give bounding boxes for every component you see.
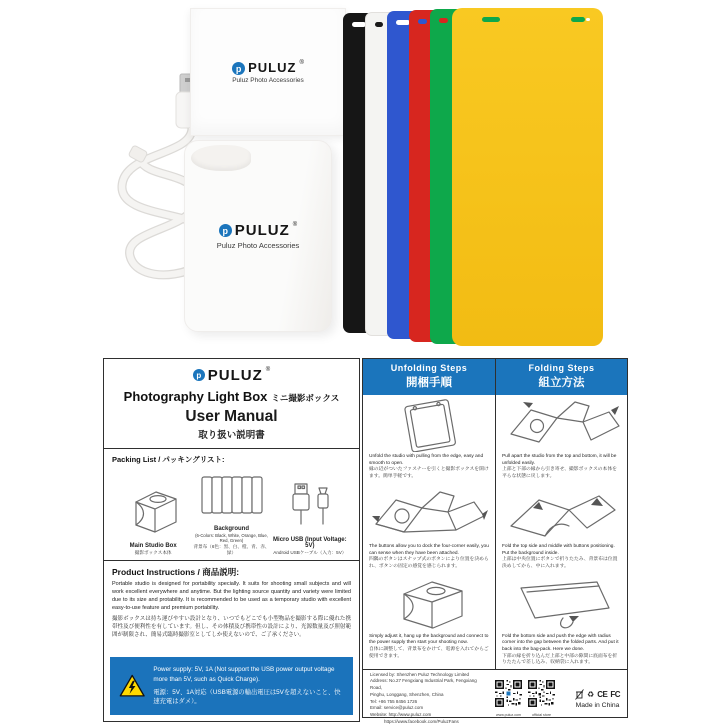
folding-column (495, 359, 627, 669)
manual-subtitle-jp: 取り扱い説明書 (198, 430, 265, 441)
sheet-footer (363, 669, 627, 725)
puluz-badge-icon: p (232, 62, 245, 75)
packing-list-section (104, 449, 359, 561)
fold-step-3: Fold the bottom side and push the edge with radius corner into the gap between the folded parts. And put it back into the bag-pack. Here we done. 下部の縁を折り込んだ上部と中部の隙間に底面布を折りたたんで差し込み、収納袋に入れます。 (496, 573, 627, 670)
weee-bin-icon (575, 689, 584, 700)
retail-box (190, 8, 346, 136)
brand-tagline: Puluz Photo Accessories (232, 77, 304, 84)
manual-title: Photography Light Box ミニ撮影ボックス (123, 389, 340, 404)
power-warning-text: Power supply: 5V, 1A (Not support the USB power output voltage more than 5V, such as Quick Charge). 電源：5V、1A対応（USB電源の輸出電圧は5Vを超えないこと、快速充電はダメ）。 (153, 666, 341, 706)
instructions-japanese: 撮影ボックスは持ち運びやすい設計となり、いつでもどこでも小型物品を撮影する際に優れた携帯性及び便利性を有しています。但し、その体積及び携帯性の設計により、光源数量及び照射範囲が制限され、簡易式臨時撮影室としてしか使えないので、ご了承ください。 (112, 615, 351, 638)
folding-header: Folding Steps 組立方法 (496, 359, 627, 395)
instructions-english: Portable studio is designed for portability specially. It suits for shooting small subjects and will work excellent everywhere and anytime. But the lighting source quantity and variety were limited due to its size and protability. It is recommended to be used as a temporary studio with excellent easy-to-use feature and premium portability. (112, 581, 351, 611)
usb-cable-icon (283, 480, 337, 530)
registered-mark: ® (292, 222, 298, 228)
packing-list-heading: Packing List / パッキングリスト: (112, 455, 225, 464)
fcc-mark: FC (610, 689, 620, 699)
made-in-china-label: Made in China (575, 701, 620, 709)
qr-code-website: www.puluz.com (495, 680, 522, 717)
registered-mark: ® (299, 60, 304, 66)
packing-item-studio-box: Main Studio Box 撮影ボックス本体 (114, 486, 192, 556)
backdrop-yellow (452, 8, 603, 346)
unfold-step2-diagram (370, 486, 488, 542)
electric-hazard-icon (119, 668, 145, 704)
recycle-icon: ♻ (587, 689, 595, 699)
unfolding-column (363, 359, 495, 669)
unfold-step3-diagram (370, 576, 488, 632)
brand-logo-text: PULUZ (234, 222, 290, 239)
unfolding-header: Unfolding Steps 開梱手順 (363, 359, 495, 395)
packing-item-background: Background (6-Colors: Black, White, Orange, Blue, Red, Green) 背景布（6色：黒、白、橙、青、赤、緑） (192, 469, 270, 556)
ce-mark: CE (597, 689, 608, 699)
puluz-badge-icon: p (193, 369, 205, 381)
brand-tagline: Puluz Photo Accessories (216, 241, 300, 250)
puluz-badge-icon: p (219, 224, 232, 237)
company-info: Licensed by: Shenzhen Puluz Technology Limited Address: No.27 Fengxiang Industrial Park, Fengxiang Road, Pinghu, Longgang, Shenzhen, China Tel: +86 755 8456 1726 Email: service@puluz.com Website: http://www.puluz.com https://www.facebook.com/PuluzFans (370, 671, 477, 724)
unfold-step1-diagram (370, 398, 488, 452)
fold-step-2: Fold the top side and middle with buttons positioning. Put the background inside. 上部は中央位置にボタンで折りたたみ、背景布は位置決めしてから、中に入れます。 (496, 483, 627, 573)
steps-instruction-sheet (362, 358, 628, 724)
certification-marks (575, 689, 620, 709)
product-instructions-heading: Product Instructions / 商品説明: (112, 567, 240, 577)
unfold-step-1: Unfold the studio with pulling from the edge, easy and smooth to open. 縁の辺がついたファスナーを引くと撮影ボックスを開けます。簡単手軽です。 (363, 395, 495, 483)
brand-logo-text: PULUZ (248, 60, 297, 75)
carry-pouch (184, 140, 332, 332)
studio-box-icon (122, 486, 184, 536)
unfold-step-3: Simply adjust it, hang up the background and connect to the power supply then start your shooting now. 自体に調整して、背景布をかけて、電源を入れてからご使用できます。 (363, 573, 495, 663)
manual-subtitle-en: User Manual (185, 408, 278, 425)
power-warning-box (110, 657, 353, 715)
background-sheets-icon (196, 469, 266, 519)
product-instructions-section (104, 561, 359, 653)
fold-step3-diagram (503, 576, 621, 632)
fold-step1-diagram (503, 398, 621, 452)
pouch-brand (219, 222, 297, 239)
qr-code-store: official store (528, 680, 555, 717)
fold-step2-diagram (503, 486, 621, 542)
box-brand (232, 60, 304, 75)
brand-logo-text: PULUZ (207, 367, 263, 384)
manual-brand (108, 367, 355, 384)
manual-header (104, 359, 359, 449)
packing-item-usb: Micro USB (Input Voltage: 5V) Android USBケーブル（入力：5V） (271, 480, 349, 556)
user-manual-page (103, 358, 360, 722)
unfold-step-2: The buttons allow you to dock the four-corner easily, you can sense when they have been attached. 四隅のボタンはスナップ式のボタンにより位置を決められ、ボタンの固定の感覚を感じられます。 (363, 483, 495, 573)
registered-mark: ® (265, 367, 271, 373)
fold-step-1: Pull apart the studio from the top and bottom, it will be unfolded easily. 上部と下部の縁から引き寄せ、撮影ボックスの本体を平らな状態に戻します。 (496, 395, 627, 483)
